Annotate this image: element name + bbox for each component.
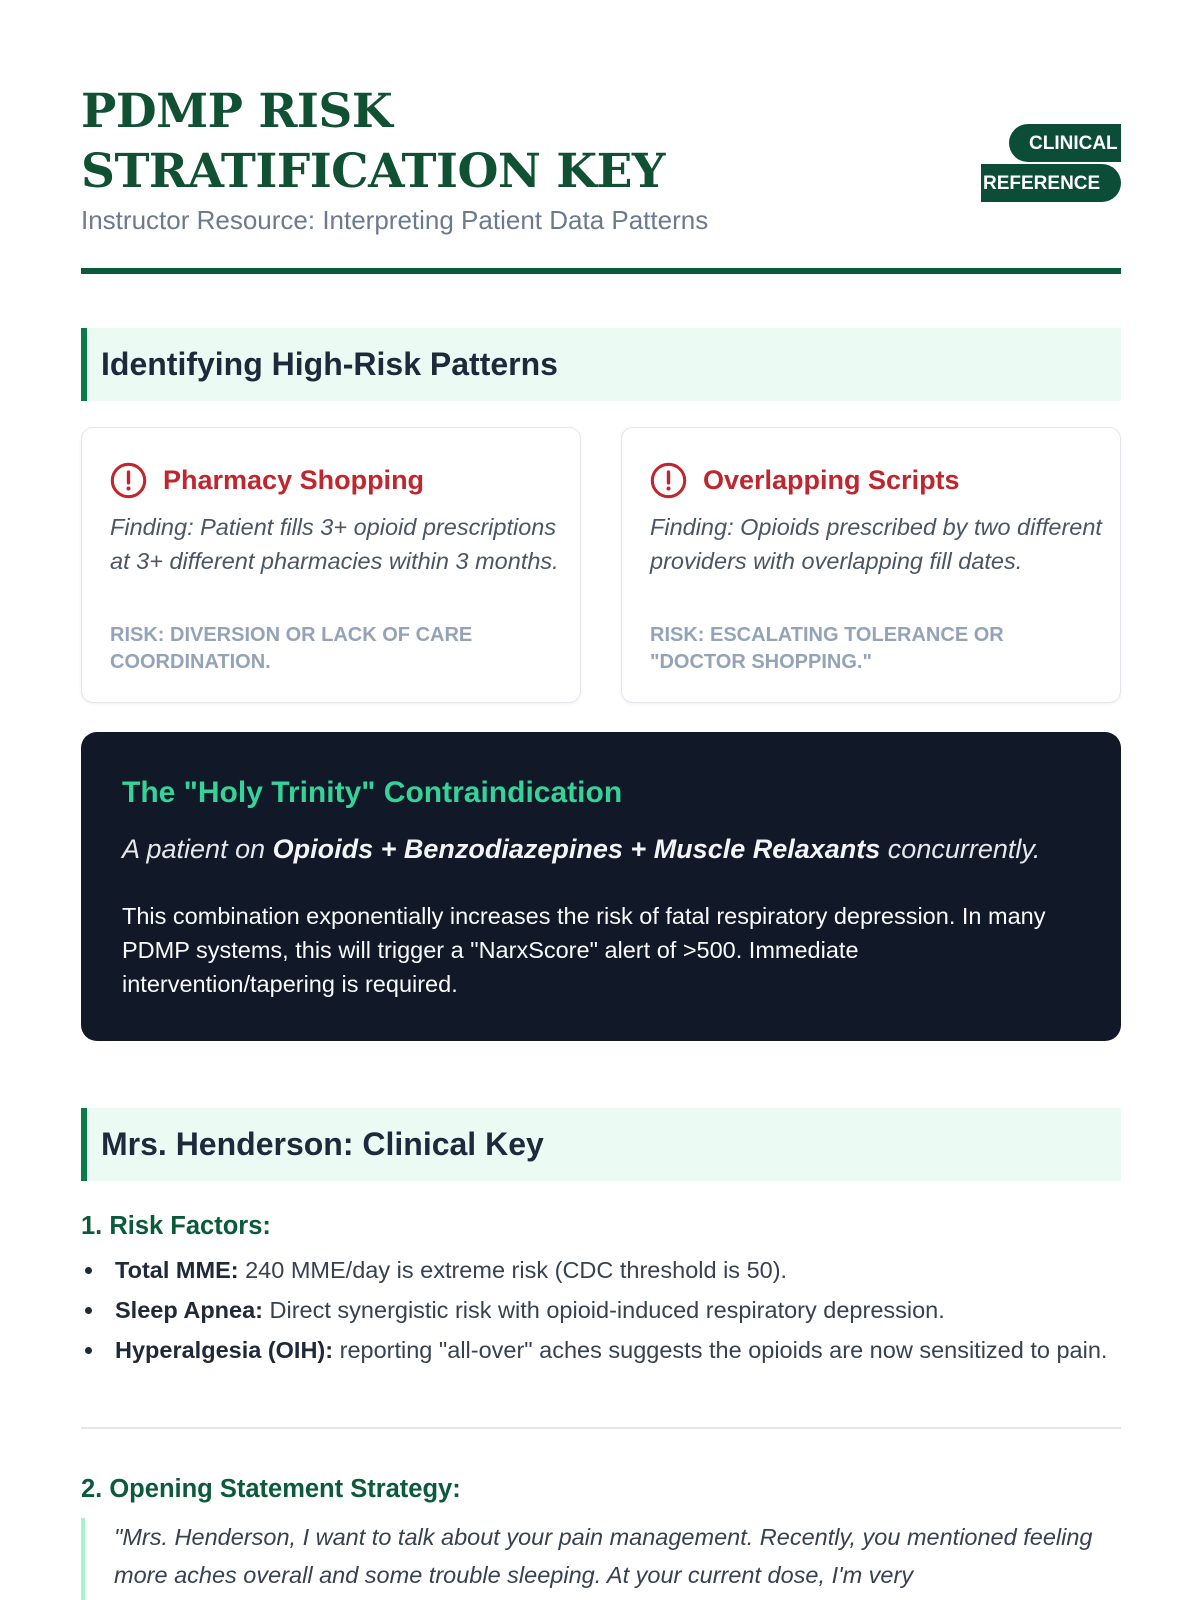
card-title xyxy=(650,460,960,500)
callout-title: The "Holy Trinity" Contraindication xyxy=(122,776,623,809)
card-pharmacy-shopping xyxy=(81,427,581,703)
callout-lead-prefix: A patient on xyxy=(122,834,273,864)
card-finding: Finding: Opioids prescribed by two different providers with overlapping fill dates. xyxy=(650,514,1102,574)
callout-lead-suffix: concurrently. xyxy=(880,834,1041,864)
card-finding: Finding: Patient fills 3+ opioid prescriptions at 3+ different pharmacies within 3 months. xyxy=(110,514,559,574)
page-header xyxy=(81,0,1121,276)
list-item xyxy=(81,1333,1121,1367)
card-risk: RISK: DIVERSION OR LACK OF CARE COORDINATION. xyxy=(110,624,473,673)
list-item-text: 240 MME/day is extreme risk (CDC threshold is 50). xyxy=(238,1257,788,1283)
header-rule xyxy=(81,268,1121,274)
card-overlapping-scripts xyxy=(621,427,1121,703)
page-title: PDMP RISK STRATIFICATION KEY xyxy=(81,84,665,199)
card-title xyxy=(110,460,424,500)
holy-trinity-callout xyxy=(81,732,1121,1041)
list-item xyxy=(81,1253,1121,1287)
section-heading-henderson: Mrs. Henderson: Clinical Key xyxy=(81,1108,1121,1181)
opening-statement-quote: "Mrs. Henderson, I want to talk about your pain management. Recently, you mentioned feeling more aches overall and some trouble sleeping. At your current dose, I'm very xyxy=(81,1518,1121,1600)
alert-circle-icon xyxy=(650,462,687,499)
risk-factors-list xyxy=(81,1253,1121,1373)
callout-lead-drugs: Opioids + Benzodiazepines + Muscle Relaxants xyxy=(272,834,881,864)
alert-circle-icon xyxy=(110,462,147,499)
badge-line-1: CLINICAL xyxy=(1009,124,1121,162)
document-page xyxy=(81,0,1121,1588)
page-subtitle: Instructor Resource: Interpreting Patient Data Patterns xyxy=(81,205,709,235)
list-item-text: Direct synergistic risk with opioid-induced respiratory depression. xyxy=(263,1297,945,1323)
section-divider xyxy=(81,1427,1121,1429)
card-title-text: Overlapping Scripts xyxy=(703,465,960,495)
list-item-label: Total MME: xyxy=(115,1257,239,1283)
clinical-reference-badge xyxy=(981,124,1121,202)
callout-body: This combination exponentially increases the risk of fatal respiratory depression. In many PDMP systems, this will trigger a "NarxScore" alert of >500. Immediate intervention/tapering is required. xyxy=(122,903,1046,997)
risk-factors-heading: 1. Risk Factors: xyxy=(81,1212,271,1240)
card-title-text: Pharmacy Shopping xyxy=(163,465,425,495)
badge-line-2: REFERENCE xyxy=(981,164,1121,202)
section-heading-high-risk: Identifying High-Risk Patterns xyxy=(81,328,1121,401)
list-item xyxy=(81,1293,1121,1327)
card-risk: RISK: ESCALATING TOLERANCE OR "DOCTOR SHOPPING." xyxy=(650,624,1004,673)
list-item-text: reporting "all-over" aches suggests the opioids are now sensitized to pain. xyxy=(333,1337,1108,1363)
bullet-icon xyxy=(85,1347,92,1354)
list-item-label: Sleep Apnea: xyxy=(115,1297,263,1323)
callout-lead xyxy=(122,834,1102,865)
list-item-label: Hyperalgesia (OIH): xyxy=(115,1337,334,1363)
bullet-icon xyxy=(85,1307,92,1314)
bullet-icon xyxy=(85,1267,92,1274)
opening-statement-heading: 2. Opening Statement Strategy: xyxy=(81,1475,461,1503)
